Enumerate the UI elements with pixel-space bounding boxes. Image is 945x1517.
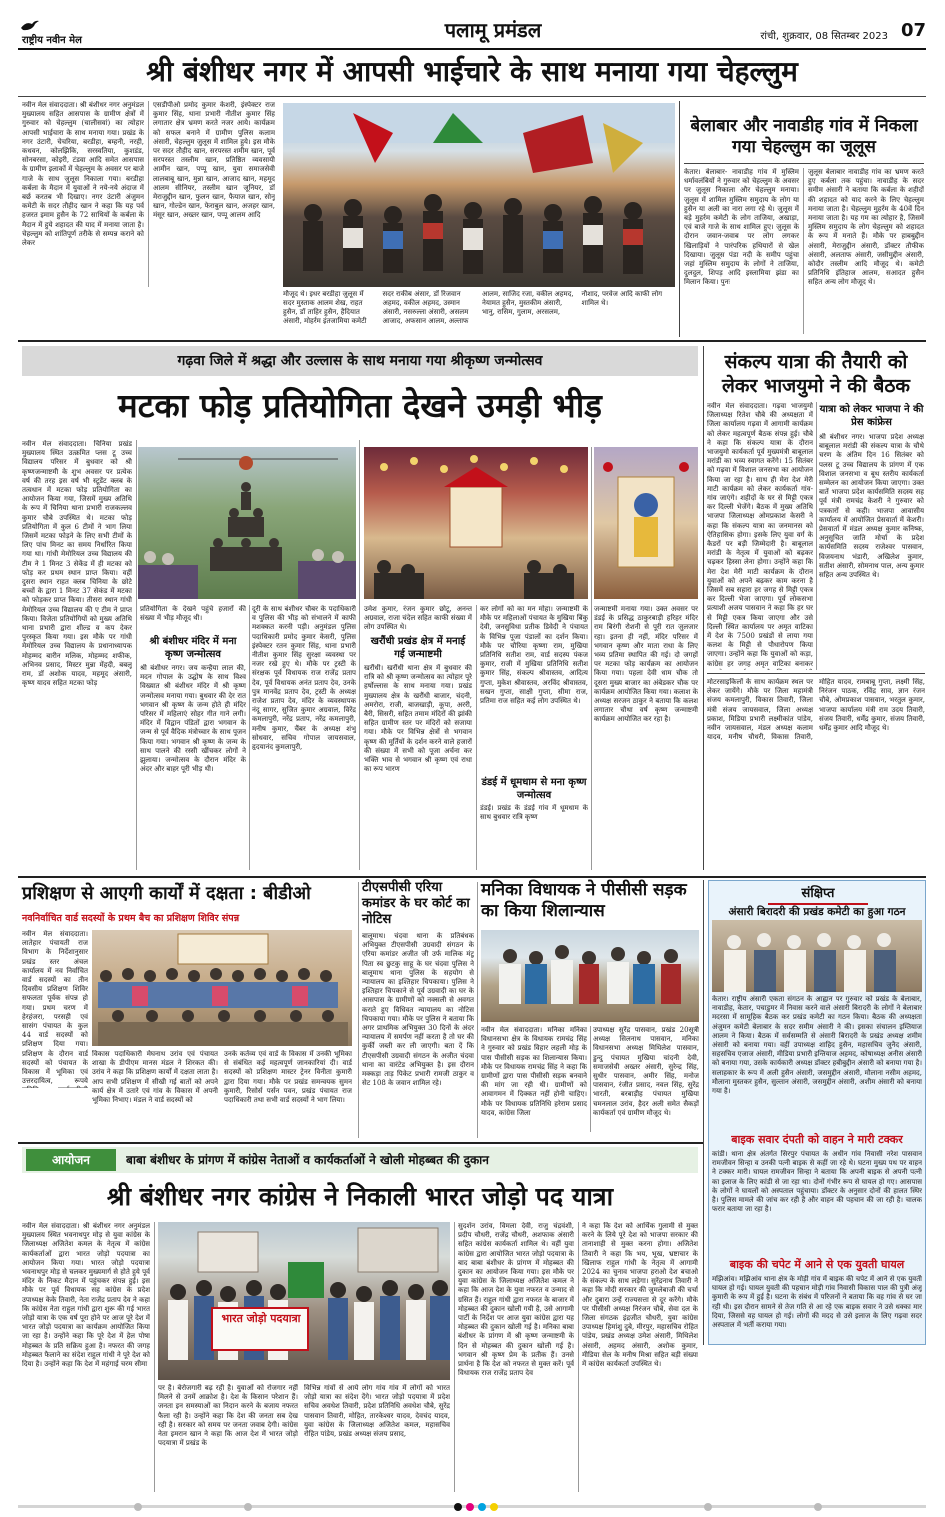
story5-headline: प्रशिक्षण से आएगी कार्यों में दक्षता : बीडीओ <box>22 883 311 904</box>
masthead-rule <box>18 48 926 50</box>
column-rule <box>154 1222 155 1492</box>
rule <box>18 876 926 878</box>
rule <box>18 1142 703 1144</box>
brief3-headline: बाइक की चपेट में आने से एक युवती घायल <box>729 1258 905 1271</box>
story7-col2: उपाध्यक्ष सुरेंद्र पासवान, प्रखंड 20सूत्री अध्यक्ष सिलनाथ पासवान, मनिका विधानसभा अध्यक्ष मिथिलेश पासवान, डुन्दु पंचायत मुखिया चांदनी देवी, समाजसेवी अख्तर अंसारी, सुरेन्द्र सिंह, सुधीर पासवान, अमीर सिंह, मनोज पासवान, रंजीत प्रसाद, नवल सिंह, सुरेंद्र भारती, बरबाड़ीह पंचायत मुखिया चमनलाल उरांव, हैदर अली समेत सैकड़ों कार्यकर्ता एवं ग्रामीण मौजूद थे। <box>593 1026 699 1117</box>
story4-headline: संकल्प यात्रा की तैयारी को लेकर भाजयुमो ने की बैठक <box>722 351 910 397</box>
ward-members-group-photo <box>92 930 352 1046</box>
story3-col1: नवीन मेल संवाददाता। चिनिया प्रखंड मुख्यालय स्थित उत्क्रमित प्लस टू उच्च विद्यालय परिसर में बुधवार को श्री कृष्णजन्माष्टमी के शुभ अवसर पर प्रत्येक वर्ष की तरह इस वर्ष भी स्टूडेंट क्लब के तत्वधान में मटका फोड़ प्रतियोगिता का आयोजन किया गया, जिसमें मुख्य अतिथि के रूप में चिनिया थाना प्रभारी राजकल्लव कुमार चौबे उपस्थित थे। मटका फोड़ प्रतियोगिता में कुल 6 टीमों ने भाग लिया जिसमें मटका फोड़ने के लिए सभी टीमों के लिए पांच मिनट का समय निर्धारित किया गया था। गांधी मेमोरियल उच्च विद्यालय की टीम ने 1 मिनट 3 सेकेंड में ही मटका को फोड़ कर प्रथम स्थान प्राप्त किया। वहीं दुसरा स्थान राहत क्लब चिनिया के छोटे बच्चों के द्वारा 1 मिनट 37 सेकंड में मटका को फोड़कर प्राप्त किया। तीसरा स्थान गांधी मेमोरियल उच्च विद्यालय की ए टीम ने प्राप्त किया। विजेता प्रतियोगियों को मुख्य अतिथि थाना प्रभारी द्वारा शील्ड व कप देकर पुरस्कृत किया गया। इस मौके पर गांधी मेमोरियल उच्च विद्यालय के प्रधानाध्यापक मोहम्मद बारीन मलिक, मोहम्मद शफीक, अभिनव प्रसाद, मिस्टर मुन्ना मेंहदी, बबलू राम, डॉ अशोक यादव, महमूद अंसारी, कृष्ण यादव सहित मटका फोड़ <box>22 440 132 688</box>
column-rule <box>359 440 360 870</box>
rule <box>18 96 926 97</box>
column-rule <box>816 402 817 670</box>
story2-col2: जुलूस बेलाबार नावाडीह गांव का भ्रमण करते हुए कर्बला तक पहुंचा। नावाडीह के सदर समीम अंसारी ने बताया कि कर्बला के शहीदों की शहादत को याद करने के लिए चेहल्लुम मनाया जाता है। चेहल्लुम मुहर्रम के 40वें दिन मनाया जाता है। यह गम का त्योहार है, जिसमें मुस्लिम समुदाय के लोग चेहल्लुम को शहादत के रूप में मनाते हैं। मौके पर हाबबुद्दीन अंसारी, मेराजुद्दीन अंसारी, डॉक्टर तौफीक अंसारी, अलताफ अंसारी, जसीमुद्दीन अंसारी, कोदौर तस्लीम आदि मौजूद थे। कमेटी प्रतिनिधि इंतिहाज आलम, सआदत हुसैन सहित अन्य लोग मौजूद थे। <box>808 168 924 287</box>
story3-col3: दूरी के साथ बंशीधर चौबर के पदाधिकारी व पुलिस की भीड़ को संभालने में काफी मशक्कत करनी पड़ी। अनुमंडल पुलिस पदाधिकारी प्रमोद कुमार केसरी, पुलिस इंस्पेक्टर रतन कुमार सिंह, थाना प्रभारी नीतीश कुमार सिंह सुरक्षा व्यवस्था पर नजर रखे हुए थे। मौके पर ट्रस्टी के संरक्षक पूर्व विधायक राज राजेंद्र प्रताप देव, पूर्व विधायक अनंत प्रताप देव, उनके पुत्र मानवेंद्र प्रताप देव, ट्रस्टी के अध्यक्ष राजेश प्रताप देव, मंदिर के व्यवस्थापक नंदू सागर, सुजित कुमार अग्रवाल, विरेंद्र कमलापुरी, नरेंद्र प्रताप, नरेंद्र कमलापुरी, मनीष कुमार, चैंबर के अध्यक्ष शंभु सोधवार, सचिव गोपाल जायसवाल, हृदयानंद कुमलापुरी, <box>252 605 356 752</box>
column-rule <box>591 447 592 870</box>
story9-label: आयोजन <box>26 1149 116 1171</box>
column-rule <box>590 1026 591 1132</box>
column-rule <box>148 101 149 287</box>
story9-col1: नवीन मेल संवाददाता। श्री बंशीधर नगर अनुमंडल मुख्यालय स्थित भवनाथपुर मोड़ से युवा कांग्रेस के जिलाध्यक्ष अजितेश कमल के नेतृत्व में कांग्रेस कार्यकर्ताओं द्वारा भारत जोड़ो पदयात्रा का आयोजन किया गया। भारत जोड़ो पदयात्रा भवनाथपुर मोड़ से चलकर मुख्यमार्ग से होते हुये पूर्व मंदिर के निकट मैदान में पहुंचकर संपन्न हुई। इस मौके पर पूर्व विधायक सह कांग्रेस के प्रदेश उपाध्यक्ष केके तिवारी, नेता राजेंद्र प्रताप देव ने कहा कि कांग्रेस नेता राहुल गांधी द्वारा शुरू की गई भारत जोड़ो यात्रा के एक वर्ष पूरा होने पर आज पूरे देश में भारत जोड़ो पदयात्रा का कार्यक्रम आयोजित किया जा रहा है। उन्होंने कहा कि पूरे देश में हेल पोषा मोहब्बत के प्रति सक्रिय हुआ है। नफरत की जगह मोहब्बत फैलाने का संदेश राहुल गांधी ने पूरे देश को दिया है। उन्होंने कहा कि देश में महंगाई चरम सीमा <box>22 1222 150 1369</box>
temple-decoration-photo <box>364 447 588 599</box>
story3-col2b: श्री बंशीधर नगर। जय कन्हैया लाल की, मदन गोपाल के उद्घोष के साथ विश्व विख्यात श्री बंशीधर मंदिर में श्री कृष्ण जन्मोत्सव मनाया गया। बुधवार की देर रात भगवान श्री कृष्ण के जन्म होते ही मंदिर परिसर में महिलाएं सोहर गीत गाने लगी। मंदिर में विद्वान पंडितों द्वारा भगवान के जन्म से पूर्व वैदिक मंत्रोच्चार के साथ पूजन किया गया। भगवान श्री कृष्ण के जन्म के साथ पालने की रस्सी खींचकर लोगों ने झुलाया। जन्मोत्सव के दौरान मंदिर के अंदर और बाहर पूरी भीड़ थी। <box>140 664 246 774</box>
story8-headline: अंसारी बिरादरी की प्रखंड कमेटी का हुआ गठन <box>728 906 906 918</box>
story3-col2a: प्रतियोगिता के देखने पहुंचे हजारों की संख्या में भीड़ मौजूद थी। <box>140 605 246 623</box>
section-title: पलामू प्रमंडल <box>444 18 542 42</box>
padyatra-rally-photo <box>158 1222 450 1380</box>
story9-col5: ने कहा कि देश को आर्थिक गुलामी से मुक्त करने के लिये पूरे देश को भाजपा सरकार की तानाशाही से मुक्त करना होगा। अजितेश तिवारी ने कहा कि भय, भूख, भ्रष्टाचार के खिलाफ राहुल गांधी के नेतृत्व में आगामी 2024 का चुनाव भाजपा हराओ देश बचाओ के संकल्प के साथ लड़ेगा। सुरेंद्रनाथ तिवारी ने कहा कि मोदी सरकार की जुमलेबाजी की चर्चा और दुबारा उन्हें राज्यसत्ता से दूर करेंगे। मौके पर पीसीसी अध्यक्ष निरंजन चौबे, सेवा दल के जिला संगठक इंद्रजीत चौधरी, युवा कांग्रेस उपाध्यक्ष हिमांशु दुबे, मीरपुर, महासचिव रोहित पांडेय, प्रखंड अध्यक्ष उमेश अंसारी, मिथिलेश अंसारी, अहमद अंसारी, अशोक कुमार, मीडिया सेल के मनीष मिश्रा सहित बड़ी संख्या में कांग्रेस कार्यकर्ता उपस्थित थे। <box>582 1222 698 1369</box>
story6-col1: बालूमाथ। चंदवा थाना के प्रतिबंधक अभियुक्त टीएसपीसी उग्रवादी संगठन के एरिया कमांडर अजीत जी उर्फ मालिक मंटू पिता स्व छुटकु साहू के घर चंदवा पुलिस ने बालूमाथ थाना पुलिस के सहयोग से न्यायालय का इश्तिहार चिपकाया। पुलिस ने इश्तिहार चिपकाने से पूर्व उग्रवादी का घर के आसपास के ग्रामीणों को नक्सली से अवगत कराते हुए विधिवत न्यायालय का नोटिस चिपकाया गया। मौके पर पुलिस ने बताया कि अगर प्राथमिक अभियुक्त 30 दिनों के अंदर न्यायालय में समर्पण नहीं करता है तो घर की कुर्की जब्ती कर ली जाएगी। बता दें कि टीएसपीसी उग्रवादी संगठन के अजीत चंदवा थाना का वारंटेड अभियुक्त है। इस दौरान मक्कड़ा ताड़ पिकेट प्रभारी रामजी ठाकुर व सेट 108 के जवान शामिल रहे। <box>362 932 474 1088</box>
story4-col2: श्री बंशीधर नगर। भाजपा प्रदेश अध्यक्ष बाबूलाल मरांडी की संकल्प यात्रा के चौथे चरण के अंतिम दिन 16 सितंबर को पलस टू उच्च विद्यालय के प्रांगण में एक विशाल जनसभा व बूथ स्तरीय कार्यकर्ता सम्मेलन का आयोजन किया जाएगा। उक्त बातें भाजपा प्रदेश कार्यसमिति सदस्य सह पूर्व मंत्री रामचंद्र केशरी ने गुरुवार को पत्रकारों से कही। भाजपा आवासीय कार्यालय में आयोजित प्रेसवार्ता में केशरी। प्रेसवार्ता में मंडल अध्यक्ष कुमार कनिष्क, अनुसूचित जाति मोर्चा के प्रदेश कार्यसमिति सदस्य राजेश्वर पासवान, विजयनाथ भंडारी, अखिलेश कुमार, सतीश अंसारी, सोमनाथ पाल, अन्य कुमार सहित अन्य उपस्थित थे। <box>819 433 924 580</box>
matka-human-pyramid-photo <box>138 447 356 599</box>
story9-kicker: बाबा बंशीधर के प्रांगण में कांग्रेस नेताओं व कार्यकर्ताओं ने खोली मोहब्बत की दुकान <box>126 1153 489 1167</box>
story9-headline: श्री बंशीधर नगर कांग्रेस ने निकाली भारत जोड़ो पद यात्रा <box>106 1182 614 1211</box>
story3-subhead-kharoundhi: खरौंधी प्रखंड क्षेत्र में मनाई गई जन्माष्टमी <box>370 636 466 660</box>
story6-headline: टीएसपीसी एरिया कमांडर के घर कोर्ट का नोटिस <box>362 880 470 927</box>
ansari-committee-photo <box>712 920 922 992</box>
column-rule <box>358 882 359 1138</box>
story8-col1: केतार। राष्ट्रीय अंसारी एकता संगठन के आह्वान पर गुरुवार को प्रखंड के बेलाबार, नावाडीह, केतार, पचाडुमर में निवास करने वाले अंसारी बिरादरी के लोगों ने बेलाबार मदरसा में सामूहिक बैठक कर प्रखंड कमेटी का गठन किया। बैठक की अध्यक्षता अंजुमन कमेटी बेलाबार के सदर समीम अंसारी ने की। इसका संचालन इम्तियाज आलम ने किया। बैठक में सर्वसम्मति से अंसारी बिरादरी के प्रखंड अध्यक्ष शमीम अंसारी को बनाया गया। वहीं उपाध्यक्ष शाहिद हुसैन, महासचिव जुनैद अंसारी, सहसचिव एजाज अंसारी, मीडिया प्रभारी इन्तियाज अहमद, कोषाध्यक्ष अनीस अंसारी को बनाया गया, उसके कार्यकारी अध्यक्ष डॉक्टर हबीबुद्दीन अंसारी को बनाया गया है। सलाहकार के रूप में अली हुसैन अंसारी, जसमुद्दीन अंसारी, मौलाना नसीम अहमद, मौलाना मुस्तकर हुसैन, सुल्तान अंसारी, जसमुद्दीन अंसारी, अशीम अंसारी को बनाया गया है। <box>712 995 922 1096</box>
story2-col1: केतार। बेलाबार- नावाडीह गांव में मुस्लिम धर्मावलंबियों ने गुरुवार को चेहल्लुम के अवसर पर जुलूस निकाला और चेहल्लुम मनाया। जुलूस में शामिल मुस्लिम समुदाय के लोग या हुसैन या अली का नारा लगा रहे थे। जुलूस में बड़े मुहर्रम कमेटी के लोग ताजिया, अखाड़ा, एवं बाजे गाजे के साथ शामिल हुए। जुलूस के दौरान जवान-जवाब पर लोग लगकर खिलाड़ियों ने पारंपरिक हथियारों से खेल दिखाया। जुलूस पंडा नदी के समीप पहुंचा जहां मुस्लिम समुदाय के लोगों ने ताजिया, दुलदुल, शिपड़ आदि इस्लामिया झंडा का मिलान किया। पुनः <box>684 168 799 287</box>
story5-subhead: नवनिर्वाचित वार्ड सदस्यों के प्रथम बैच का प्रशिक्षण शिविर संपन्न <box>22 913 240 924</box>
column-rule <box>249 605 250 870</box>
story3-subhead-dandai: डंडई में धूमधाम से मना कृष्ण जन्मोत्सव <box>481 777 587 801</box>
footer-bar <box>18 1497 926 1507</box>
column-rule <box>679 101 680 337</box>
story7-headline: मनिका विधायक ने पीसीसी सड़क का किया शिलान्यास <box>481 880 687 921</box>
brief2-headline: बाइक सवार दंपती को वाहन ने मारी टक्कर <box>731 1133 903 1146</box>
rule <box>684 163 924 164</box>
padyatra-banner-text: भारत जोड़ो पदयात्रा <box>221 1312 301 1325</box>
brief2-col1: कांडी। थाना क्षेत्र अंतर्गत सिरपुर पंचायत के अधीन गांव निवासी नरेश पासवान रामजीवन सिन्हा व उनकी पत्नी बाइक से कहीं जा रहे थे। घटना मुख्य पथ पर वाहन ने टक्कर मारी। घायल रामजीवन सिन्हा ने बताया कि अपनी बाइक से अपनी पत्नी का इलाज के लिए कांडी से जा रहा था। दोनों गंभीर रूप से घायल हो गए। आसपास के लोगों ने घायलों को अस्पताल पहुंचाया। डॉक्टर के अनुसार दोनों की हालत स्थिर है। पुलिस मामले की जांच कर रही है और वाहन की पहचान की जा रही है। चालक फरार बताया जा रहा है। <box>712 1150 922 1214</box>
story3-col5b: डंडई। प्रखंड के डंडई गांव में धूमधाम के साथ बुधवार रात्रि कृष्ण <box>480 804 588 822</box>
story3-headline: मटका फोड़ प्रतियोगिता देखने उमड़ी भीड़ <box>118 386 602 425</box>
column-rule <box>703 346 704 870</box>
column-rule <box>703 880 704 1345</box>
brief3-col1: मझिआंव। मझिआंव थाना क्षेत्र के मोड़ी गांव में बाइक की चपेट में आने से एक युवती घायल हो गई। घायल युवती की पहचान मोड़ी गांव निवासी विकास पाल की पुत्री अंजू कुमारी के रूप में हुई है। घटना के संबंध में परिजनों ने बताया कि वह गांव से घर जा रही थी। इस दौरान सामने से तेज गति से आ रहे एक बाइक सवार ने उसे धक्का मार दिया, जिससे वह घायल हो गई। लोगों की मदद से उसे इलाज के लिए गढ़वा सदर अस्पताल में भर्ती कराया गया। <box>712 1275 922 1330</box>
rule <box>18 340 926 342</box>
story4-press-headline: यात्रा को लेकर भाजपा ने की प्रेस कांफ्रेस <box>819 404 924 428</box>
column-rule <box>454 1222 455 1492</box>
story9-col3: विभिन्न गांवों से आये लोग गांव गांव में लोगों को भारत जोड़ो यात्रा का संदेश देंगे। भारत जोड़ो पदयात्रा में प्रदेश सचिव अवधेश तिवारी, प्रदेश प्रतिनिधि अवधेश चौबे, सुरेंद्र पासवान तिवारी, मोहित, तारकेश्वर यादव, देवचंद यादव, युवा कांग्रेस के जिलाध्यक्ष अजितेश कमल, महासचिव रोहित पांडेय, प्रखंड अध्यक्ष संजय प्रसाद, <box>304 1384 450 1439</box>
briefs-label: संक्षिप्त <box>768 883 868 905</box>
masthead <box>18 14 926 48</box>
story5-col1: नवीन मेल संवाददाता। लातेहार पंचायती राज विभाग के निर्देशानुसार प्रखंड स्तर अंचल कार्यालय में नव निर्वाचित वार्ड सदस्यों का तीन दिवसीय प्रशिक्षण शिविर सफलता पूर्वक संपन्न हो गया। प्रथम चरण में हेरहंजरा, परसही एवं सासंग पंचायत के कुल 44 वार्ड सदस्यों को प्रशिक्षण दिया गया। प्रशिक्षण के दौरान वार्ड सदस्यों को पंचायत के विकास में भूमिका एवं उत्तरदायित्व, रूपये <box>22 930 88 1086</box>
story3-col4b: खरौंधी। खरौंधी थाना क्षेत्र में बुधवार की रात्रि को श्री कृष्ण जन्मोत्सव का त्योहार पूरे हर्षोल्लास के साथ मनाया गया। प्रखंड मुख्यालय क्षेत्र के खरौंधी बाजार, चंदनी, अमरोरा, राजी, बाजखाड़ी, कूपा, अररी, बैरी, सिसरी, सहित तमाम मंदिरों की झांकी सहित ग्रामीण स्तर पर मंदिरों को सजाया गया। मौके पर विभिन्न क्षेत्रों से भगवान कृष्ण की मूर्तियों के दर्शन करने वाले हजारों की संख्या में सभी को पूजा अर्चना कर भक्ति भाव से भगवान श्री कृष्ण एवं राधा का रूप भारण <box>364 664 472 774</box>
column-rule <box>136 440 137 870</box>
story7-col1: नवीन मेल संवाददाता। मनिका मनिका विधानसभा क्षेत्र के विधायक रामचंद्र सिंह ने गुरुवार को प्रखंड विहार लहली मोड़ के पास पीसीसी सड़क का शिलान्यास किया। मौके पर विधायक रामचंद्र सिंह ने कहा कि ग्रामीणों द्वारा पास पीसीसी सड़क बनवाने की मांग जा रही थी। ग्रामीणों को आवागमन में दिक्कत नहीं होनी चाहिए। मौके पर विधायक प्रतिनिधि हरेराम प्रसाद यादव, कांग्रेस जिला <box>481 1026 587 1117</box>
story4-bottom: मोटरसाइकिलों के साथ कार्यक्रम स्थल पर लेकर जायेंगे। मौके पर जिला महामंत्री संजय कमलापुरी, विकास तिवारी, जिला मंत्री संजय जायसवाल, जिला अध्यक्ष प्रकाश, मिडिया प्रभारी लक्ष्मीकांत पांडेय, नवीन जायसवाल, मंडल अध्यक्ष कलाम यादव, मनीष चौधरी, विकास तिवारी, मोहित यादव, रामबाबू गुप्ता, लक्ष्मी सिंह, निरंजन पाठक, रविंद्र साव, ज्ञान रंजन चौबे, ओमप्रकाश पासवान, भरतुल कुमार, भाजपा कार्यालय मंत्री राम उदय तिवारी, संजय तिवारी, धर्मेंद्र कुमार, संजय तिवारी, धर्मेंद्र कुमार आदि मौजूद थे। <box>707 678 925 742</box>
column-rule <box>476 605 477 870</box>
story9-col4: सुदर्शन उरांव, विमला देवी, राजु चंद्रवंशी, प्रदीप चौधरी, राजेंद्र चौधरी, अशफाक अंसारी सहित कांग्रेस कार्यकर्ता शामिल थे। वहीं युवा कांग्रेस द्वारा आयोजित भारत जोड़ो पदयात्रा के बाद बाबा बंशीधर के प्रांगण में मोहब्बत की दुकान का आयोजन किया गया। इस मौके पर युवा कांग्रेस के जिलाध्यक्ष अजितेश कमल ने कहा कि आज देश के युवा नफरत व उन्माद से ग्रसित हैं। राहुल गांधी द्वारा नफरत के बाजार में मोहब्बत की दुकान खोली गयी है, उसे आगामी पार्टी के निर्देश पर आज युवा कांग्रेस द्वारा यह मोहब्बत की दुकान खोली गई है। मनिका बाबा बंशीधर के प्रांगण में श्री कृष्ण जन्माष्टमी के दिन से मोहब्बत की दुकान खोली गई है। भगवान श्री कृष्ण प्रेम के प्रतीक हैं। उनसे प्रार्थना है कि देश को नफरत से मुक्त करें। पूर्व विधायक राज राजेंद्र प्रताप देव <box>458 1222 574 1378</box>
story4-col1: नवीन मेल संवाददाता। गढ़वा भाजयुमो जिलाध्यक्ष रितेश चौबे की अध्यक्षता में जिला कार्यालय गढ़वा में आगामी कार्यक्रम को लेकर महत्वपूर्ण बैठक संपन्न हुई। चौबे ने कहा कि संकल्प यात्रा के दौरान भाजयुमो कार्यकर्ता पूर्व मुख्यमंत्री बाबूलाल मरांडी का भव्य स्वागत करेंगे। 15 सितंबर को गढ़वा में विशाल जनसभा का आयोजन किया जा रहा है। साथ ही मेरा देश मेरी माटी कार्यक्रम को लेकर कार्यकर्ता गांव-गांव जाएंगे। शहीदों के घर से मिट्टी एकत्र कर दिल्ली भेजेंगे। बैठक में मुख्य अतिथि भाजपा जिलाध्यक्ष ओमप्रकाश केसरी ने कहा कि संकल्प यात्रा का जनमानस को ऐतिहासिक होगा। इसके लिए युवा वर्ग के कैडरों पर बड़ी जिम्मेदारी है। बाबूलाल मरांडी के नेतृत्व में युवाओं को बढ़कर चढ़कर हिस्सा लेना होगा। उन्होंने कहा कि मेरा देश मेरी माटी कार्यक्रम के दौरान युवाओं को अपने बढ़कर काम करना है जिसमें सब सहारा हर जगह से मिट्टी एकत्र कर दिल्ली भेजा जाएगा। पूर्व लोकसभा प्रत्याशी अजय पासवान ने कहा कि हर घर से मिट्टी एकत्र किया जाएगा और उसे दिल्ली स्थित कार्यालय पर अमृत वाटिका में देश के 7500 प्रखंडों से लाया गया कलश के मिट्टी से पौधारोपण किया जाएगा। उन्होंने कहा कि युवाओं को कड़ा, कांग्रेस हर जगह अमृत वाटिका बनाकर <box>707 402 813 668</box>
story3-col5: कर लोगों को का मन मोहा। जन्माष्टमी के मौके पर महिलाओं पंचायत के मुखिया बिंकु देवी, जनसुविधा प्रतीक डिवेदी ने पंचायत के विभिन्न पूजा पंडालों का दर्शन किया। मौके पर चौरिया कृष्णा राम, मुखिया प्रतिनिधि सतीश राम, वार्ड सदस्य पंकज कुमार, राजी में मुखिया प्रतिनिधि सतीश कुमार सिंह, संकल्प श्रीवास्तव, आदित्य गुप्ता, मुकेश श्रीवास्तव, अरविंद श्रीवास्तव, सखन गुप्ता, साक्षी गुप्ता, सीमा राज, प्रतिमा राज सहित कई लोग उपस्थित थे। <box>480 605 588 706</box>
story2-headline: बेलाबार और नावाडीह गांव में निकला गया चेहल्लुम का जूलूस <box>690 116 918 157</box>
story3-kicker: गढ़वा जिले में श्रद्धा और उल्लास के साथ मनाया गया श्रीकृष्ण जन्मोत्सव <box>177 353 543 369</box>
story3-col6: जन्माष्टमी मनाया गया। उक्त अवसर पर डंडई के प्रसिद्ध ठाकुरबाड़ी हरिहर मंदिर राम बिरंगी रोशनी से पूरी रात जुलजार रहा। इतना ही नहीं, मंदिर परिसर में भगवान कृष्ण और माता राधा के लिए भव्य प्रतिमा स्थापित की गई। दो जगहों पर मटका फोड़ कार्यक्रम का आयोजन किया गया। पहला देवी धाम चौक तो दूसरा मुख्य बाजार का अंबेडकर चौक पर कार्यक्रम आयोजित किया गया। कलाश के अध्यक्ष सरजन ठाकुर ने बताया कि कलश लगातार चौथा वर्ष कृष्ण जन्माष्टमी कार्यक्रम आयोजित कर रहा है। <box>594 605 698 724</box>
story3-subhead-mandir: श्री बंशीधर मंदिर में मना कृष्ण जन्मोत्सव <box>149 636 237 660</box>
column-rule <box>477 882 478 1138</box>
story1-headline: श्री बंशीधर नगर में आपसी भाईचारे के साथ मनाया गया चेहल्लुम <box>146 55 798 88</box>
story1-photo-caption: मौजूद थे। इधर बरडीहा जुलूस में सदर मुस्ताक आलम शेख, राहत हुसैन, डॉ ताहिर हुसैन, हैदियात अंसारी, मोहर्रम इंतजामिया कमेटी सदर राकीब अंसार, डॉ रिजवान अहमद, वकील अहमद, उस्मान अंसारी, नसरुल्ला अंसारी, असलम आजाद, अफसान आलम, अल्ताफ आलम, साजिद रजा, वकील अहमद, नेयामत हुसैन, मुस्तकीम अंसारी, भानु, रासिम, गुलाम, अरसलम, नौशाद, परवेज आदि काफी लोग शामिल थे। <box>283 290 663 325</box>
dateline: रांची, शुक्रवार, 08 सितम्बर 2023 <box>760 31 888 42</box>
story3-col4: उमेश कुमार, रंजन कुमार छोटू, अनन्त अग्रवाल, राजा चंदेल सहित काफी संख्या में लोग उपस्थित थे। <box>364 605 472 632</box>
story1-col1: नवीन मेल संवाददाता। श्री बंशीधर नगर अनुमंडल मुख्यालय सहित आसपास के ग्रामीण क्षेत्रों में गुरुवार को चेहल्लुम (चालीसवां) का त्योहार आपसी भाईचारा के साथ मनाया गया। प्रखंड के नगर उंटारी, चेचरिया, बरडीहा, बम्हनी, नरही, कधवन, कोलझिकि, सरस्वतिया, कुशडंड, सोनबरसा, कोइरी, टंडवा आदि समेत आसपास के ग्रामीण इलाकों में चेहल्लुम के अवसर पर बाजे गाजे के साथ जुलूस निकाला गया। बरडीहा कर्बला के मैदान में युवाओं ने नये-नये अंदाज में बर्छ करतब भी दिखाए। नगर उंटारी अंजुमन कमेटी के सदर तौहीद खान ने कहा कि यह पर्व हजरत इमाम हुसैन के 72 साथियों के कर्बला के मैदान में हुये शहादत की याद में मनाया जाता है। चेहल्लुम को शांतिपूर्ण तरीके से सम्पन्न कराने को लेकर <box>22 101 144 248</box>
story5-col3: उनके कर्तव्य एवं वार्ड के विकास में उनकी भूमिका से संबंधित कई महत्वपूर्ण जानकारियां दी। वार्ड सदस्यों को प्रशिक्षण मास्टर ट्रेनर विनीता कुमारी द्वारा दिया गया। मौके पर प्रखंड समन्वयक सुमन कुमारी, रिसोर्स पर्सन पवन, प्रखंड पंचायत राज पदाधिकारी तथा सभी वार्ड सदस्यों ने भाग लिया। <box>224 1050 352 1105</box>
column-rule <box>803 168 804 334</box>
bird-logo-icon <box>20 18 40 32</box>
foundation-stone-photo <box>481 930 699 1022</box>
page-number: 07 <box>900 20 926 41</box>
krishna-idol-photo <box>594 447 698 599</box>
column-rule <box>578 1222 579 1492</box>
story5-col2: विकास पदाधिकारी मेघनाथ उरांव एवं पंचायत शाखा के डीपीएम मानस मंडल ने शिरकत की। उरांव ने कहा कि प्रशिक्षण कार्यों में दक्षता लाता है। आप सभी प्रशिक्षण में सीखी गई बातों को अपने कार्य क्षेत्र में उतारे एवं गांव के विकास में अपनी भूमिका निभाए। मंडल ने वार्ड सदस्यों को <box>92 1050 218 1105</box>
rule <box>707 673 925 674</box>
story9-col2: पर है। बेरोजगारी बढ़ रही है। युवाओं को रोजगार नहीं मिलने से उनमें आक्रोश है। देश के किसान परेशान हैं। जनता इन समस्याओं का निदान करने के बजाय नफरत फैला रही है। उन्होंने कहा कि देश की जनता सब देख रही है। सरकार को समय पर जनता जवाब देगी। कांग्रेस नेता इमरान खान ने कहा कि आज देश में भारत जोड़ो पदयात्रा में प्रखंड के <box>158 1384 298 1448</box>
story1-col2: एसडीपीओ प्रमोद कुमार केशरी, इंस्पेक्टर राज कुमार सिंह, थाना प्रभारी नीतीश कुमार सिंह लगातार क्षेत्र भ्रमण करते नजर आये। कार्यक्रम को सफल बनाने में ग्रामीण पुलिस कलाम अंसारी, चेहल्लुम जुलूस में शामिल हुये। इस मौके पर सदर तौहीद खान, सरपरस्त शमीम खान, पूर्व सरपरस्त तस्लीम खान, प्रतिष्ठित व्यवसायी आमीन खान, पप्पू खान, युवा समाजसेवी लालबाबू खान, मुन्ना खान, आजाद खान, महमूद आलम सीनियर, तस्लीम खान जूनियर, डॉ मेराजुद्दीन खान, फुलन खान, फैयाज खान, सोनू खान, गोल्डेन खान, फेराबुल खान, अजहर खान, मंसूर खान, अख्तर खान, पप्पू आलम आदि <box>153 101 275 220</box>
chehallum-procession-photo <box>283 103 675 287</box>
paper-name: राष्ट्रीय नवीन मेल <box>22 35 82 46</box>
